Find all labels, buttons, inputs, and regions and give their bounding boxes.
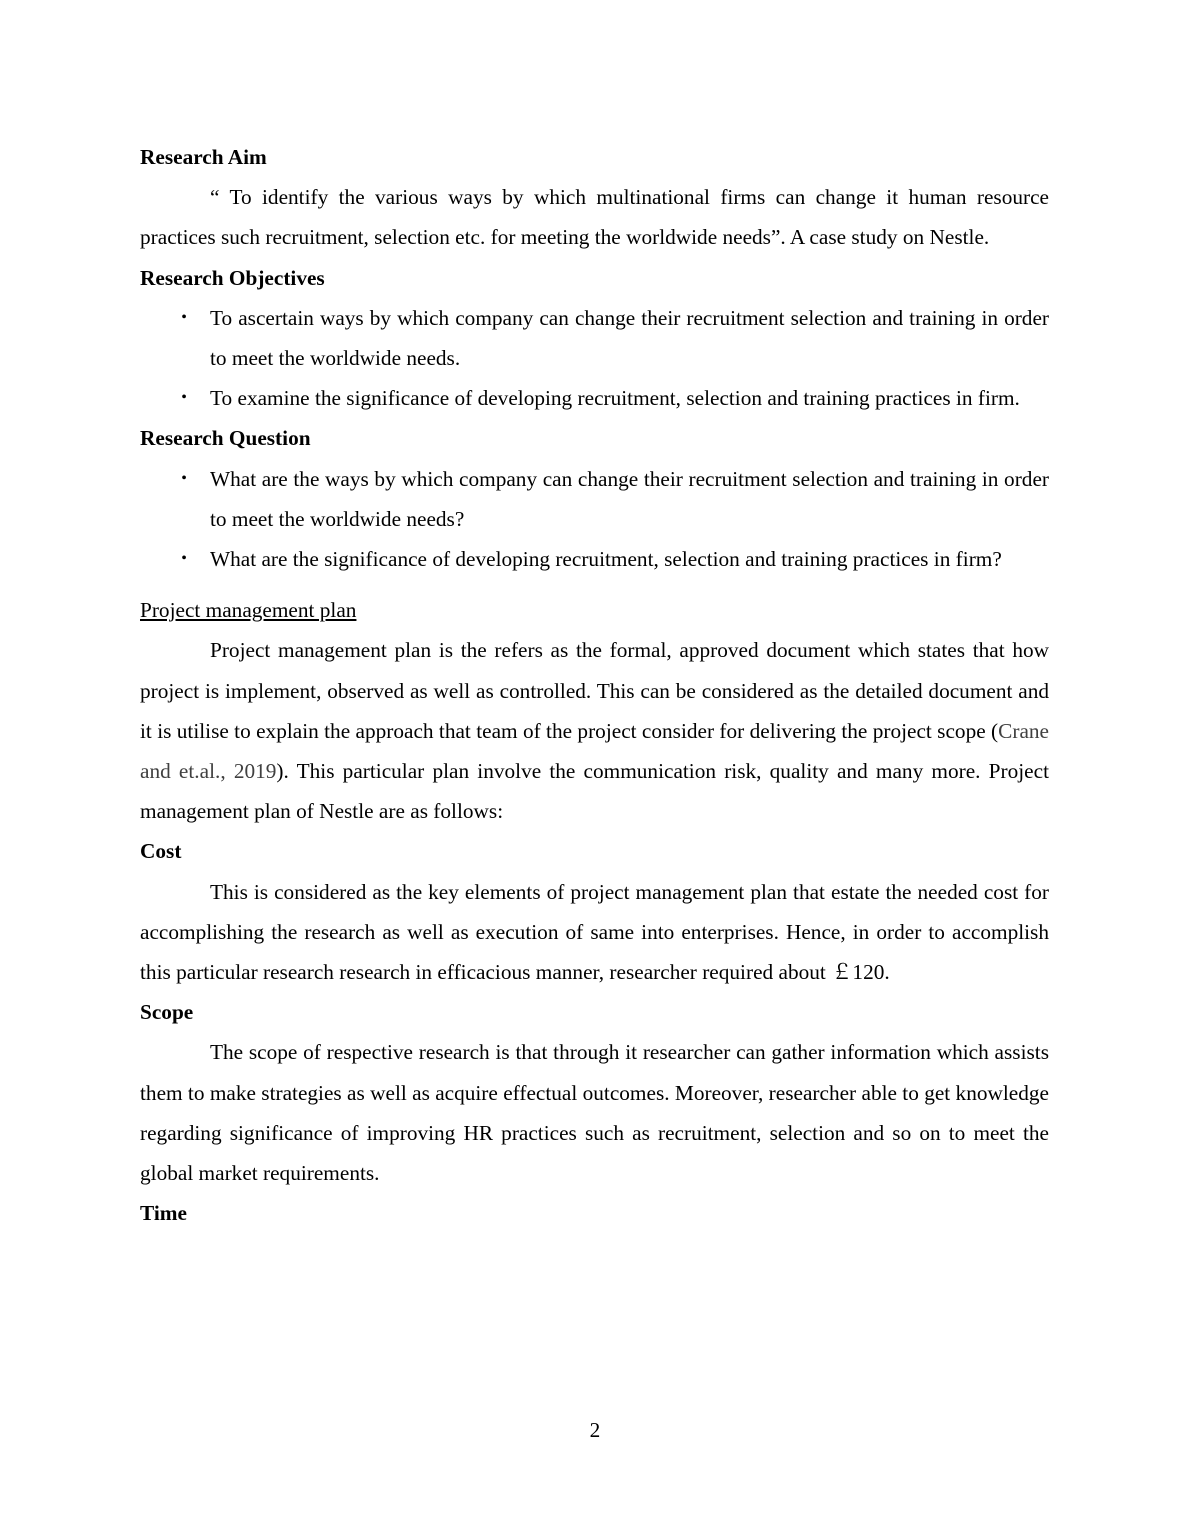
project-plan-text-start: Project management plan is the refers as the formal, approved document which states that how project is implement, observed as well as controlled. This can be considered as the detailed document and it is utilise to explain the approach that team of the project consider for delivering the project scope (: [140, 638, 1049, 743]
research-aim-heading: Research Aim: [140, 145, 267, 169]
list-item: [140, 539, 1049, 579]
question-text: What are the significance of developing recruitment, selection and training practices in firm?: [210, 547, 1002, 572]
scope-heading: Scope: [140, 1000, 194, 1025]
question-text: What are the ways by which company can change their recruitment selection and training in order to meet the worldwide needs?: [210, 466, 1049, 531]
bullet-icon: •: [181, 469, 187, 487]
scope-text: The scope of respective research is that through it researcher can gather information which assists them to make strategies as well as acquire effectual outcomes. Moreover, researcher able to get knowledge regarding significance of improving HR practices such as recruitment, selection and so on to meet the global market requirements.: [140, 1040, 1049, 1186]
page-number: 2: [589, 1418, 601, 1442]
research-aim-text: “ To identify the various ways by which multinational firms can change it human resource practices such recruitment, selection etc. for meeting the worldwide needs”. A case study on Nestle.: [140, 185, 1049, 250]
list-item: [140, 298, 1049, 378]
document-page: [140, 137, 1049, 1233]
bullet-icon: •: [181, 550, 187, 568]
list-item: [140, 378, 1049, 418]
research-objectives-list: [140, 298, 1049, 419]
objective-text: To examine the significance of developing recruitment, selection and training practices in firm.: [210, 386, 1020, 411]
research-objectives-heading: Research Objectives: [140, 265, 325, 290]
cost-heading: Cost: [140, 839, 182, 864]
project-plan-text: [140, 630, 1049, 831]
bullet-icon: •: [181, 308, 187, 326]
citation: Crane and et.al., 2019: [140, 718, 1049, 784]
project-plan-heading: Project management plan: [140, 598, 357, 623]
bullet-icon: •: [181, 389, 187, 407]
research-question-heading: Research Question: [140, 426, 311, 451]
objective-text: To ascertain ways by which company can change their recruitment selection and training in order to meet the worldwide needs.: [210, 305, 1049, 371]
time-heading: Time: [140, 1201, 187, 1226]
cost-text: This is considered as the key elements of project management plan that estate the needed cost for accomplishing the research as well as execution of same into enterprises. Hence, in order to accomplish this particular research research in efficacious manner, researcher required about ￡120.: [140, 879, 1049, 985]
project-plan-text-end: ). This particular plan involve the communication risk, quality and many more. Project management plan of Nestle are as follows:: [140, 759, 1049, 824]
research-question-list: [140, 459, 1049, 580]
list-item: [140, 459, 1049, 539]
